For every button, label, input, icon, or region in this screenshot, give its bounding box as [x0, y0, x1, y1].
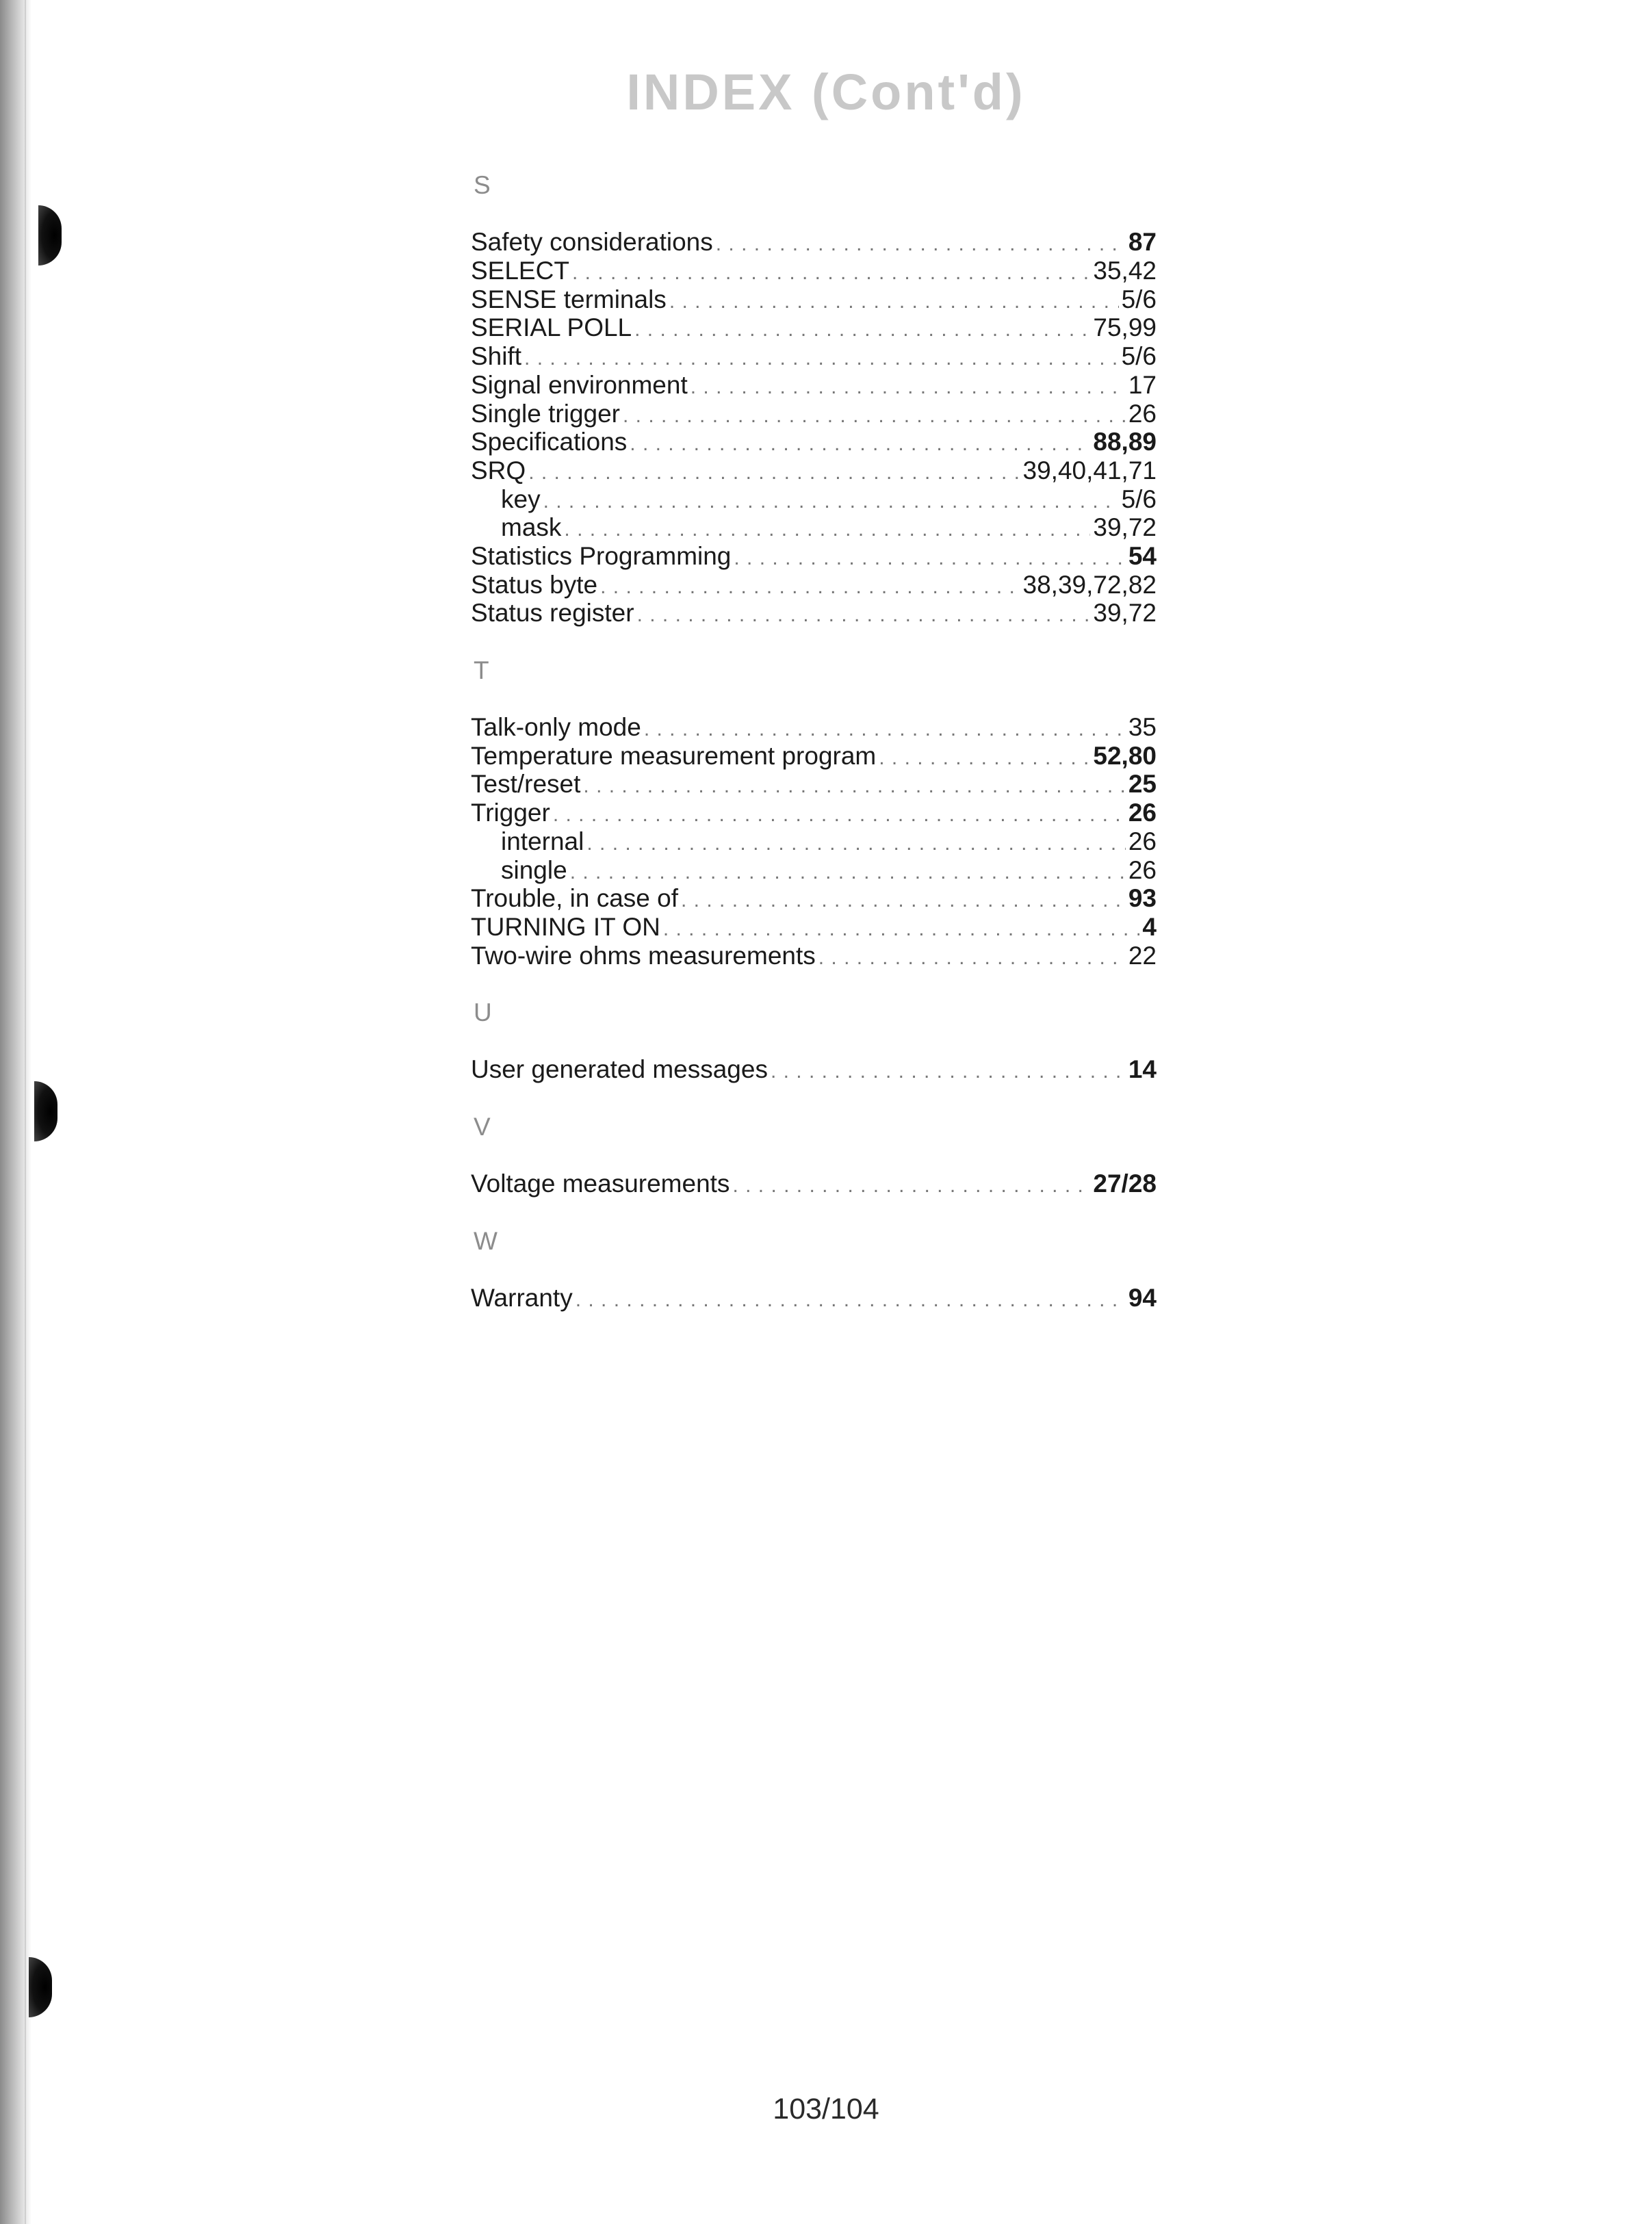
- entry-pages: 26: [1128, 799, 1157, 827]
- index-entry: [471, 742, 1157, 771]
- dot-leader: [879, 744, 1090, 773]
- entry-term: single: [501, 855, 567, 884]
- entry-pages: 14: [1128, 1055, 1157, 1084]
- entry-term: Status register: [471, 599, 634, 628]
- index-section: [471, 656, 1157, 970]
- entry-term: Single trigger: [471, 399, 621, 428]
- index-subentry: [471, 827, 1157, 856]
- entry-term: Voltage measurements: [471, 1169, 730, 1198]
- dot-leader: [637, 601, 1091, 630]
- index-entry: [471, 1169, 1157, 1198]
- entry-pages: 26: [1128, 855, 1157, 884]
- index-entry: [471, 313, 1157, 342]
- entry-term: Temperature measurement program: [471, 741, 877, 770]
- dot-leader: [644, 715, 1126, 744]
- dot-leader: [691, 373, 1126, 402]
- entry-pages: 38,39,72,82: [1022, 570, 1157, 599]
- entry-term: Talk-only mode: [471, 713, 641, 742]
- index-entry: [471, 371, 1157, 400]
- index-entry: [471, 713, 1157, 742]
- entry-term: Safety considerations: [471, 228, 713, 257]
- entry-term: Warranty: [471, 1283, 573, 1312]
- entry-pages: 87: [1128, 228, 1157, 257]
- entry-pages: 39,40,41,71: [1022, 456, 1157, 484]
- entry-term: Two-wire ohms measurements: [471, 941, 816, 970]
- index-subentry: [471, 485, 1157, 514]
- index-subentry: [471, 856, 1157, 885]
- punch-hole-icon: [34, 1081, 57, 1141]
- page-number: 103/104: [773, 2093, 879, 2125]
- page-title: INDEX (Cont'd): [626, 64, 1026, 120]
- section-letter: U: [474, 998, 492, 1026]
- entry-pages: 5/6: [1121, 342, 1157, 371]
- binding-edge-shadow: [0, 0, 31, 2224]
- dot-leader: [818, 944, 1126, 972]
- index-list: [471, 171, 1157, 1341]
- punch-hole-icon: [38, 205, 62, 266]
- index-entry: [471, 799, 1157, 827]
- index-entry: [471, 228, 1157, 257]
- entry-term: SRQ: [471, 456, 526, 484]
- index-section: [471, 1227, 1157, 1313]
- entry-pages: 93: [1128, 884, 1157, 913]
- index-subentry: [471, 513, 1157, 542]
- entry-pages: 35: [1128, 713, 1157, 742]
- entry-pages: 17: [1128, 370, 1157, 399]
- dot-leader: [564, 515, 1090, 544]
- entry-pages: 35,42: [1093, 257, 1157, 285]
- punch-hole-icon: [29, 1957, 52, 2017]
- entry-term: Trigger: [471, 799, 550, 827]
- entry-term: mask: [501, 513, 562, 542]
- index-entry: [471, 342, 1157, 371]
- entry-pages: 4: [1142, 912, 1157, 941]
- dot-leader: [716, 230, 1126, 259]
- index-entry: [471, 1284, 1157, 1313]
- dot-leader: [771, 1057, 1126, 1086]
- dot-leader: [576, 1286, 1126, 1315]
- dot-leader: [669, 287, 1119, 316]
- dot-leader: [528, 458, 1020, 487]
- index-entry: [471, 257, 1157, 285]
- index-section: [471, 171, 1157, 628]
- index-section: [471, 1113, 1157, 1198]
- index-section: [471, 998, 1157, 1084]
- index-entry: [471, 456, 1157, 485]
- dot-leader: [623, 402, 1126, 430]
- index-entry: [471, 285, 1157, 314]
- dot-leader: [553, 801, 1126, 829]
- entry-pages: 75,99: [1093, 313, 1157, 342]
- entry-pages: 88,89: [1093, 428, 1157, 456]
- entry-pages: 52,80: [1093, 741, 1157, 770]
- entry-pages: 39,72: [1093, 513, 1157, 542]
- entry-term: Statistics Programming: [471, 541, 732, 570]
- section-letter: W: [474, 1226, 498, 1255]
- entry-pages: 22: [1128, 941, 1157, 970]
- index-entry: [471, 1055, 1157, 1084]
- dot-leader: [663, 915, 1140, 944]
- entry-term: Shift: [471, 342, 522, 371]
- entry-term: internal: [501, 827, 584, 855]
- dot-leader: [543, 487, 1119, 516]
- entry-pages: 5/6: [1121, 484, 1157, 513]
- index-entry: [471, 428, 1157, 456]
- section-letter: V: [474, 1112, 491, 1141]
- section-letter: T: [474, 656, 489, 684]
- entry-term: SELECT: [471, 257, 569, 285]
- dot-leader: [732, 1172, 1090, 1200]
- entry-term: Status byte: [471, 570, 598, 599]
- dot-leader: [524, 344, 1119, 373]
- entry-pages: 54: [1128, 541, 1157, 570]
- index-entry: [471, 884, 1157, 913]
- entry-term: Specifications: [471, 428, 628, 456]
- entry-term: SENSE terminals: [471, 285, 667, 313]
- index-entry: [471, 400, 1157, 428]
- dot-leader: [572, 259, 1090, 287]
- entry-pages: 25: [1128, 770, 1157, 799]
- entry-term: Trouble, in case of: [471, 884, 679, 913]
- dot-leader: [630, 430, 1090, 458]
- entry-term: Signal environment: [471, 370, 688, 399]
- entry-term: TURNING IT ON: [471, 912, 660, 941]
- entry-pages: 39,72: [1093, 599, 1157, 628]
- index-entry: [471, 571, 1157, 599]
- entry-pages: 26: [1128, 827, 1157, 855]
- entry-term: User generated messages: [471, 1055, 768, 1084]
- index-entry: [471, 913, 1157, 942]
- index-entry: [471, 542, 1157, 571]
- dot-leader: [570, 858, 1126, 887]
- entry-pages: 94: [1128, 1283, 1157, 1312]
- dot-leader: [600, 573, 1020, 602]
- dot-leader: [681, 886, 1126, 915]
- entry-pages: 27/28: [1093, 1169, 1157, 1198]
- entry-pages: 5/6: [1121, 285, 1157, 313]
- index-entry: [471, 599, 1157, 628]
- dot-leader: [586, 829, 1125, 858]
- section-letter: S: [474, 171, 491, 199]
- dot-leader: [734, 544, 1125, 573]
- index-entry: [471, 942, 1157, 970]
- binding-edge-line: [25, 0, 26, 2224]
- entry-term: key: [501, 484, 541, 513]
- dot-leader: [583, 772, 1125, 801]
- dot-leader: [634, 315, 1090, 344]
- entry-term: Test/reset: [471, 770, 581, 799]
- entry-term: SERIAL POLL: [471, 313, 632, 342]
- entry-pages: 26: [1128, 399, 1157, 428]
- index-entry: [471, 770, 1157, 799]
